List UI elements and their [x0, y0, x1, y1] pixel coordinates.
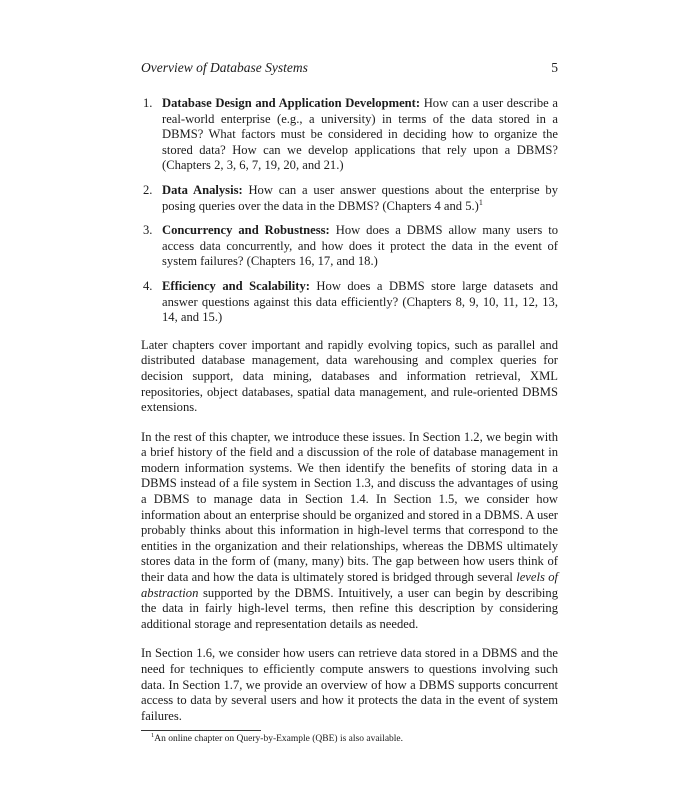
topic-item: [141, 96, 558, 174]
topic-body: [162, 183, 558, 214]
paragraph-text: In the rest of this chapter, we introduce these issues. In Section 1.2, we begin with a brief history of the field and a discussion of the role of database management in modern information systems. We then identify the benefits of storing data in a DBMS instead of a file system in Section 1.3, and discuss the advantages of using a DBMS to manage data in Section 1.4. In Section 1.5, we consider how information about an enterprise should be organized and stored in a DBMS. A user probably thinks about this information in high-level terms that correspond to the entities in the organization and their relationships, whereas the DBMS ultimately stores data in the form of (many, many) bits. The gap between how users think of their data and how the data is ultimately stored is bridged through several: [141, 429, 558, 585]
topic-title: Data Analysis:: [162, 182, 243, 197]
topic-list: [141, 96, 558, 326]
running-header: [141, 60, 558, 76]
chapter-title: Overview of Database Systems: [141, 60, 308, 75]
topic-text: How can a user describe a real-world enterprise (e.g., a university) in terms of the data stored in a DBMS? What factors must be considered in deciding how to organize the stored data? How can we develop applications that rely upon a DBMS? (Chapters 2, 3, 6, 7, 19, 20, and 21.): [162, 96, 558, 173]
topic-text: How does a DBMS allow many users to access data concurrently, and how does it protect the data in the event of system failures? (Chapters 16, 17, and 18.): [162, 223, 558, 269]
topic-number: 3.: [143, 223, 153, 238]
paragraph-sections: In Section 1.6, we consider how users can retrieve data stored in a DBMS and the need for techniques to efficiently compute answers to questions involving such data. In Section 1.7, we provide an overview of how a DBMS supports concurrent access to data by several users and how it protects the data in the event of system failures.: [141, 646, 558, 723]
paragraph-text: supported by the DBMS. Intuitively, a user can begin by describing the data in fairly high-level terms, then refine this description by considering additional storage and representation details as needed.: [141, 585, 558, 631]
topic-body: [162, 223, 558, 270]
topic-title: Concurrency and Robustness:: [162, 223, 330, 238]
topic-title: Database Design and Application Development:: [162, 96, 421, 110]
page-body: [141, 96, 558, 745]
topic-text: How can a user answer questions about the enterprise by posing queries over the data in the DBMS? (Chapters 4 and 5.): [162, 182, 558, 213]
topic-body: [162, 96, 558, 174]
topic-number: 2.: [143, 182, 153, 197]
page-number: 5: [551, 60, 558, 75]
topic-item: [141, 223, 558, 270]
paragraph-chapter-overview: [141, 430, 558, 633]
emphasis-text: levels of abstraction: [141, 570, 558, 600]
footnote-text: An online chapter on Query-by-Example (QBE) is also available.: [154, 734, 404, 745]
topic-item: [141, 183, 558, 214]
topic-number: 1.: [143, 96, 153, 110]
paragraph-later-chapters: Later chapters cover important and rapidly evolving topics, such as parallel and distributed database management, data warehousing and complex queries for decision support, data mining, databases and information retrieval, XML repositories, object databases, spatial data management, and rule-oriented DBMS extensions.: [141, 337, 558, 415]
topic-item: [141, 279, 558, 326]
footnote-mark: 1: [151, 732, 155, 740]
footnote: [141, 733, 558, 745]
topic-title: Efficiency and Scalability:: [162, 278, 310, 293]
topic-text: How does a DBMS store large datasets and answer questions against this data efficiently? (Chapters 8, 9, 10, 11, 12, 13, 14, and 15.): [162, 278, 558, 325]
footnote-divider: [141, 730, 261, 731]
footnote-marker: 1: [478, 197, 483, 207]
topic-body: [162, 279, 558, 326]
topic-number: 4.: [143, 278, 153, 293]
